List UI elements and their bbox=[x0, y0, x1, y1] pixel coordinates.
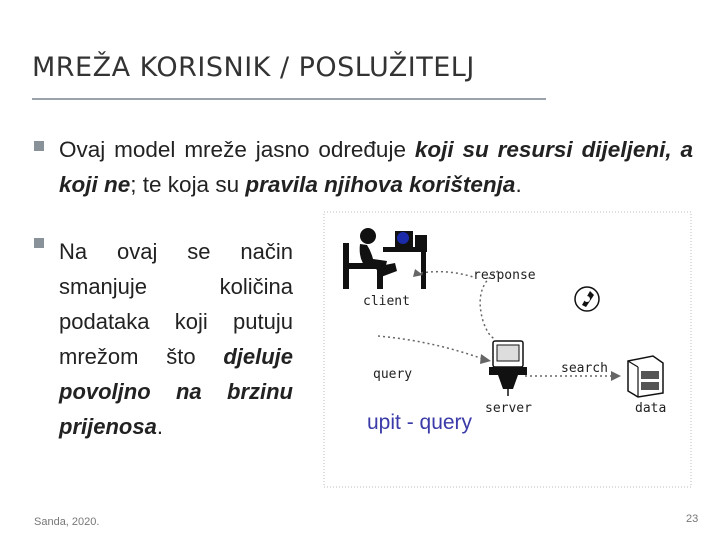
client-label: client bbox=[363, 294, 410, 309]
response-arrow-tail bbox=[421, 272, 473, 277]
page-number: 23 bbox=[686, 513, 699, 525]
query-label: query bbox=[373, 367, 413, 382]
bullet2-emphasis-speed: djeluje povoljno na brzinu prijenosa bbox=[59, 344, 293, 439]
diagram-graphics bbox=[323, 211, 692, 488]
search-tool-icon bbox=[575, 287, 599, 311]
server-label: server bbox=[485, 401, 532, 416]
bullet1-emphasis-rules: pravila njihova korištenja bbox=[245, 172, 516, 197]
search-label: search bbox=[561, 361, 608, 376]
bullet-text-2 bbox=[59, 234, 293, 444]
bullet-square-icon bbox=[34, 238, 44, 248]
query-arrowhead-icon bbox=[480, 354, 491, 364]
bullet1-period: . bbox=[515, 172, 522, 197]
data-label: data bbox=[635, 401, 667, 416]
title-divider bbox=[32, 98, 546, 100]
bullet1-text-b: ; te koja su bbox=[130, 172, 246, 197]
server-computer-icon bbox=[489, 341, 527, 396]
diagram-caption: upit - query bbox=[367, 411, 473, 434]
client-server-diagram bbox=[323, 211, 692, 488]
bullet-square-icon bbox=[34, 141, 44, 151]
query-arrow bbox=[378, 336, 483, 359]
slide-title: MREŽA KORISNIK / POSLUŽITELJ bbox=[32, 52, 475, 83]
bullet-text-1 bbox=[59, 132, 693, 202]
bullet2-text-a: Na ovaj se način smanjuje količina podataka koji putuju mrežom što bbox=[59, 239, 293, 369]
search-arrowhead-icon bbox=[611, 371, 621, 381]
bullet1-emphasis-resources: koji su resursi dijeljeni, a koji ne bbox=[59, 137, 693, 197]
data-cabinet-icon bbox=[628, 356, 663, 397]
footer-author-date: Sanda, 2020. bbox=[34, 516, 100, 528]
response-label: response bbox=[473, 268, 536, 283]
bullet1-text-a: Ovaj model mreže jasno određuje bbox=[59, 137, 415, 162]
bullet2-period: . bbox=[156, 414, 163, 439]
client-workstation-icon bbox=[343, 228, 427, 289]
